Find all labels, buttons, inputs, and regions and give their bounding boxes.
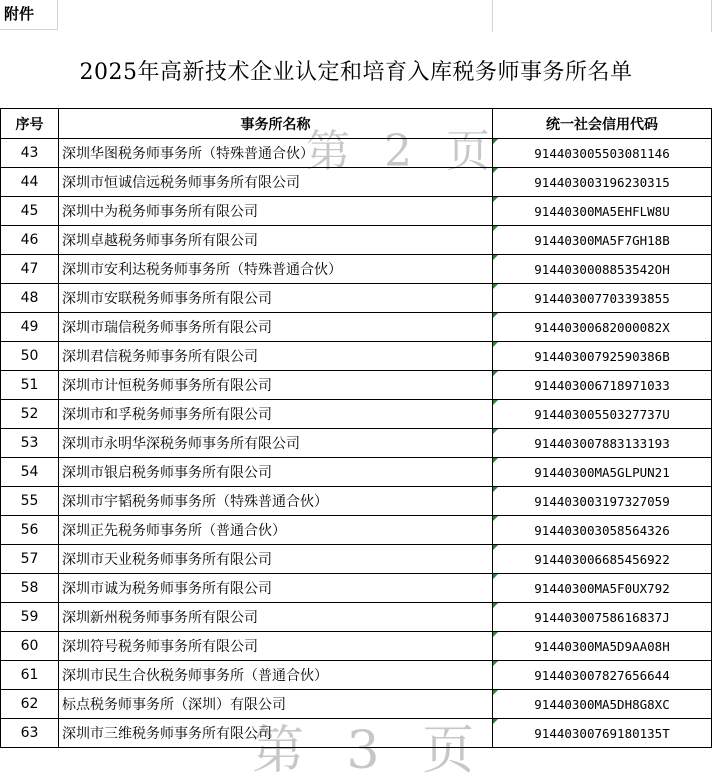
cell-seq[interactable]: 60 <box>1 632 59 661</box>
cell-credit-code[interactable] <box>493 313 712 342</box>
page-watermark: 第 2 页 <box>306 126 490 177</box>
cell-firm-name[interactable]: 深圳市宇韬税务师事务所（特殊普通合伙） <box>59 487 493 516</box>
cell-firm-name[interactable]: 深圳君信税务师事务所有限公司 <box>59 342 493 371</box>
text-number-marker-icon <box>493 255 498 260</box>
credit-code-text: 91440300682000082X <box>534 319 670 335</box>
table-row <box>1 371 712 400</box>
credit-code-text: 91440300769180135T <box>534 725 670 741</box>
cell-seq[interactable]: 46 <box>1 226 59 255</box>
cell-seq[interactable]: 59 <box>1 603 59 632</box>
text-number-marker-icon <box>493 139 498 144</box>
cell-credit-code[interactable] <box>493 603 712 632</box>
cell-seq[interactable]: 45 <box>1 197 59 226</box>
table-row <box>1 719 712 748</box>
cell-seq[interactable]: 63 <box>1 719 59 748</box>
table-row <box>1 342 712 371</box>
cell-seq[interactable]: 43 <box>1 139 59 168</box>
credit-code-text: 9144030008853542OH <box>534 261 670 277</box>
cell-firm-name[interactable]: 深圳市和孚税务师事务所有限公司 <box>59 400 493 429</box>
text-number-marker-icon <box>493 574 498 579</box>
text-number-marker-icon <box>493 371 498 376</box>
cell-seq[interactable]: 57 <box>1 545 59 574</box>
credit-code-text: 914403007883133193 <box>534 435 670 451</box>
cell-firm-name[interactable]: 深圳市诚为税务师事务所有限公司 <box>59 574 493 603</box>
credit-code-text: 914403006718971033 <box>534 377 670 393</box>
table-row <box>1 603 712 632</box>
credit-code-text: 91440300792590386B <box>534 348 670 364</box>
cell-attachment[interactable] <box>0 0 58 30</box>
credit-code-text: 914403003197327059 <box>534 493 670 509</box>
cell-seq[interactable]: 51 <box>1 371 59 400</box>
cell-credit-code[interactable] <box>493 516 712 545</box>
text-number-marker-icon <box>493 545 498 550</box>
page-watermark: 第 3 页 <box>252 721 475 781</box>
credit-code-text: 914403007827656644 <box>534 667 670 683</box>
cell-seq[interactable]: 50 <box>1 342 59 371</box>
credit-code-text: 914403007703393855 <box>534 290 670 306</box>
cell-firm-name[interactable]: 深圳华图税务师事务所（特殊普通合伙） <box>59 139 493 168</box>
table-row <box>1 516 712 545</box>
table-row <box>1 574 712 603</box>
table-row <box>1 168 712 197</box>
credit-code-text: 91440300550327737U <box>534 406 670 422</box>
cell-seq[interactable]: 47 <box>1 255 59 284</box>
cell-credit-code[interactable] <box>493 545 712 574</box>
table-row <box>1 632 712 661</box>
table-row <box>1 313 712 342</box>
header-seq[interactable]: 序号 <box>1 109 59 139</box>
cell-seq[interactable]: 53 <box>1 429 59 458</box>
cell-seq[interactable]: 62 <box>1 690 59 719</box>
text-number-marker-icon <box>493 719 498 724</box>
cell-seq[interactable]: 56 <box>1 516 59 545</box>
text-number-marker-icon <box>493 168 498 173</box>
cell-firm-name[interactable]: 深圳市天业税务师事务所有限公司 <box>59 545 493 574</box>
table-row <box>1 429 712 458</box>
cell-credit-code[interactable] <box>493 429 712 458</box>
table-row <box>1 690 712 719</box>
credit-code-text: 914403003196230315 <box>534 174 670 190</box>
cell-credit-code[interactable] <box>493 197 712 226</box>
text-number-marker-icon <box>493 516 498 521</box>
header-credit-code[interactable]: 统一社会信用代码 <box>493 109 712 139</box>
credit-code-text: 91440300MA5F7GH18B <box>534 232 670 248</box>
cell-credit-code[interactable] <box>493 574 712 603</box>
cell-firm-name[interactable]: 深圳市瑞信税务师事务所有限公司 <box>59 313 493 342</box>
text-number-marker-icon <box>493 284 498 289</box>
cell-seq[interactable]: 49 <box>1 313 59 342</box>
text-number-marker-icon <box>493 661 498 666</box>
cell-credit-code[interactable] <box>493 342 712 371</box>
text-number-marker-icon <box>493 458 498 463</box>
cell-firm-name[interactable]: 深圳市计恒税务师事务所有限公司 <box>59 371 493 400</box>
cell-firm-name[interactable]: 深圳市安利达税务师事务所（特殊普通合伙） <box>59 255 493 284</box>
table-row <box>1 400 712 429</box>
table-row <box>1 226 712 255</box>
table-row <box>1 284 712 313</box>
text-number-marker-icon <box>493 632 498 637</box>
text-number-marker-icon <box>493 313 498 318</box>
cell-credit-code[interactable] <box>493 690 712 719</box>
cell-firm-name[interactable]: 深圳市银启税务师事务所有限公司 <box>59 458 493 487</box>
cell-seq[interactable]: 52 <box>1 400 59 429</box>
cell-firm-name[interactable]: 深圳市安联税务师事务所有限公司 <box>59 284 493 313</box>
table-row <box>1 661 712 690</box>
text-number-marker-icon <box>493 487 498 492</box>
credit-code-text: 914403005503081146 <box>534 145 670 161</box>
firm-table <box>0 108 712 748</box>
text-number-marker-icon <box>493 429 498 434</box>
cell-seq[interactable]: 61 <box>1 661 59 690</box>
cell-firm-name[interactable]: 深圳市永明华深税务师事务所有限公司 <box>59 429 493 458</box>
cell-firm-name[interactable]: 深圳卓越税务师事务所有限公司 <box>59 226 493 255</box>
cell-credit-code[interactable] <box>493 632 712 661</box>
cell-credit-code[interactable] <box>493 661 712 690</box>
credit-code-text: 91440300758616837J <box>534 609 670 625</box>
sheet-title[interactable]: 2025年高新技术企业认定和培育入库税务师事务所名单 <box>79 59 633 85</box>
cell-seq[interactable]: 54 <box>1 458 59 487</box>
cell-firm-name[interactable]: 深圳市恒诚信远税务师事务所有限公司 <box>59 168 493 197</box>
header-firm-name[interactable]: 事务所名称 <box>59 109 493 139</box>
cell-credit-code[interactable] <box>493 284 712 313</box>
credit-code-text: 91440300MA5D9AA08H <box>534 638 670 654</box>
credit-code-text: 91440300MA5DH8G8XC <box>534 696 670 712</box>
cell-credit-code[interactable] <box>493 139 712 168</box>
table-row <box>1 255 712 284</box>
credit-code-text: 91440300MA5EHFLW8U <box>534 203 670 219</box>
credit-code-text: 91440300MA5GLPUN21 <box>534 464 670 480</box>
text-number-marker-icon <box>493 342 498 347</box>
table-row <box>1 458 712 487</box>
credit-code-text: 914403006685456922 <box>534 551 670 567</box>
cell-firm-name[interactable]: 深圳新州税务师事务所有限公司 <box>59 603 493 632</box>
cell-firm-name[interactable]: 深圳市民生合伙税务师事务所（普通合伙） <box>59 661 493 690</box>
cell-firm-name[interactable]: 深圳正先税务师事务所（普通合伙） <box>59 516 493 545</box>
cell-credit-code[interactable] <box>493 226 712 255</box>
text-number-marker-icon <box>493 226 498 231</box>
cell-firm-name[interactable]: 标点税务师事务所（深圳）有限公司 <box>59 690 493 719</box>
cell-credit-code[interactable] <box>493 371 712 400</box>
text-number-marker-icon <box>493 690 498 695</box>
cell-credit-code[interactable] <box>493 400 712 429</box>
table-header-row <box>1 109 712 139</box>
cell-firm-name[interactable]: 深圳符号税务师事务所有限公司 <box>59 632 493 661</box>
table-row <box>1 139 712 168</box>
text-number-marker-icon <box>493 400 498 405</box>
credit-code-text: 914403003058564326 <box>534 522 670 538</box>
cell-seq[interactable]: 48 <box>1 284 59 313</box>
cell-seq[interactable]: 55 <box>1 487 59 516</box>
cell-credit-code[interactable] <box>493 719 712 748</box>
text-number-marker-icon <box>493 197 498 202</box>
cell-credit-code[interactable] <box>493 255 712 284</box>
table-row <box>1 545 712 574</box>
gridline <box>492 0 493 32</box>
credit-code-text: 91440300MA5F0UX792 <box>534 580 670 596</box>
cell-firm-name[interactable]: 深圳市三维税务师事务所有限公司 <box>59 719 493 748</box>
table-row <box>1 197 712 226</box>
cell-firm-name[interactable]: 深圳中为税务师事务所有限公司 <box>59 197 493 226</box>
table-row <box>1 487 712 516</box>
attachment-label: 附件 <box>4 5 35 23</box>
cell-credit-code[interactable] <box>493 458 712 487</box>
text-number-marker-icon <box>493 603 498 608</box>
cell-seq[interactable]: 58 <box>1 574 59 603</box>
cell-credit-code[interactable] <box>493 168 712 197</box>
cell-credit-code[interactable] <box>493 487 712 516</box>
cell-seq[interactable]: 44 <box>1 168 59 197</box>
